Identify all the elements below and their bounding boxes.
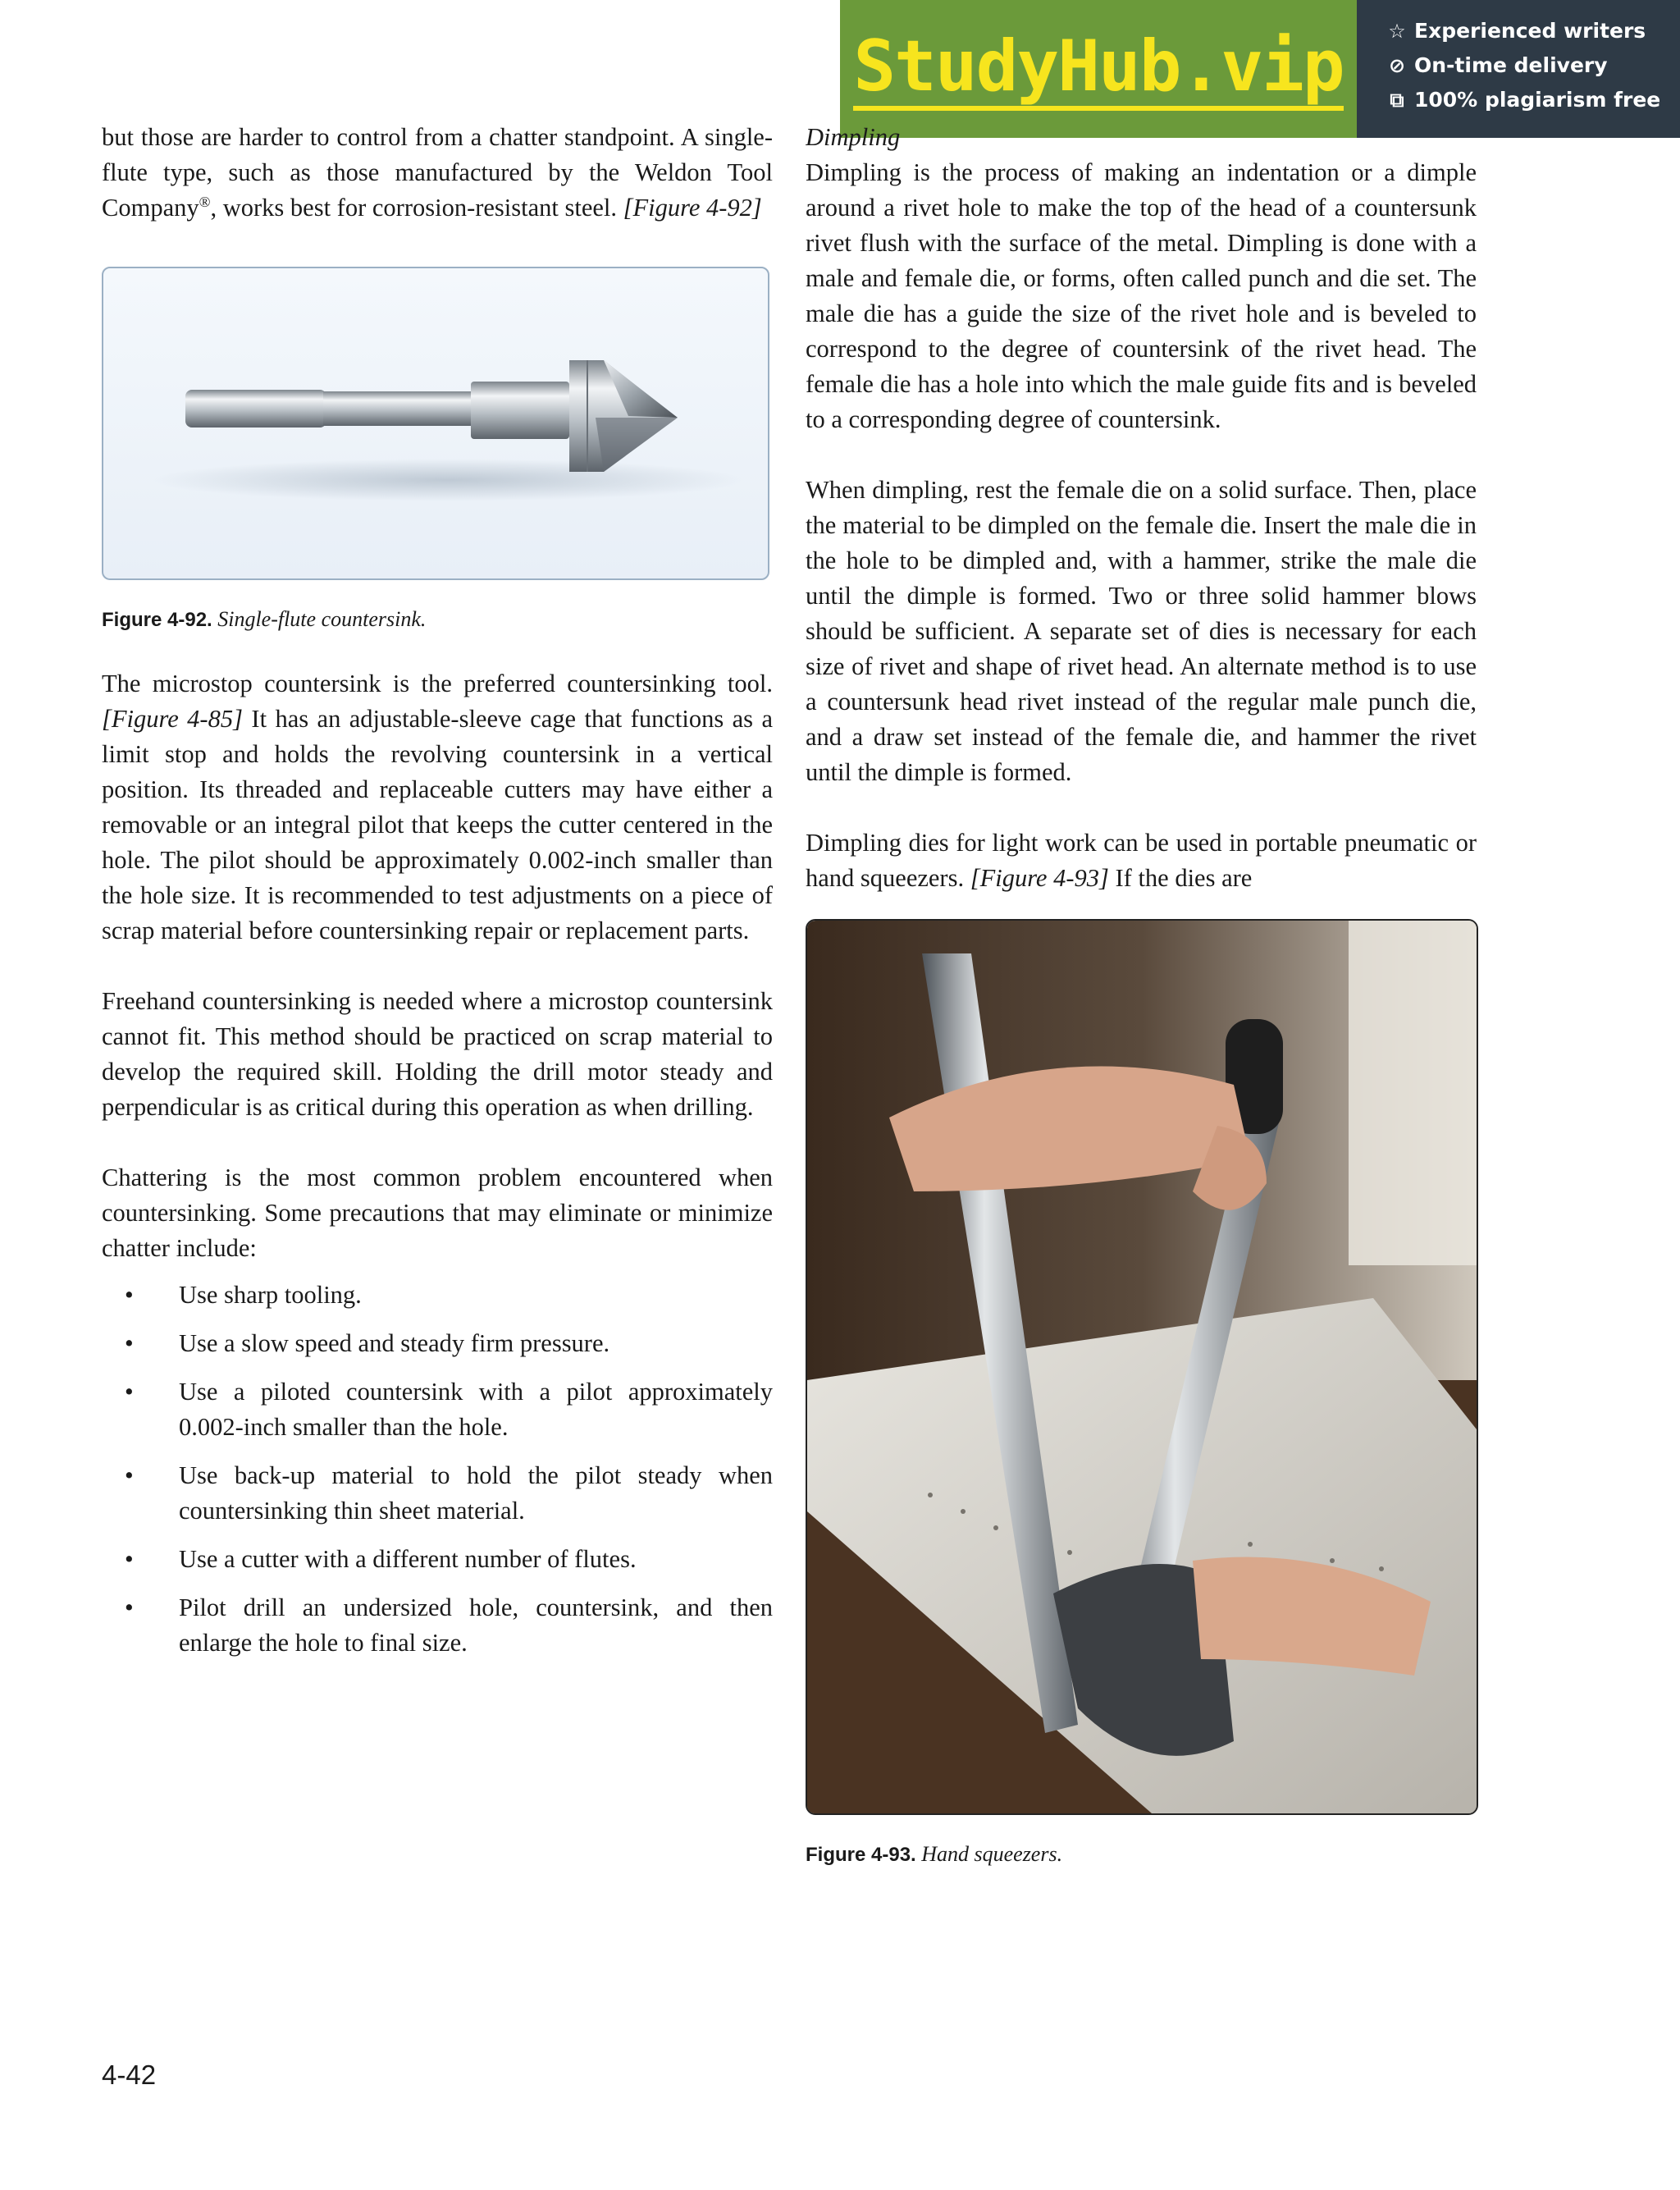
bullet-icon: • xyxy=(125,1329,134,1357)
figure-ref-4-92[interactable]: [Figure 4-92] xyxy=(623,194,762,222)
list-item xyxy=(102,1458,773,1529)
page-number: 4-42 xyxy=(102,2060,157,2090)
list-item-text: Use a piloted countersink with a pilot approximately 0.002-inch smaller than the hole. xyxy=(179,1378,773,1441)
list-item-text: Use a cutter with a different number of flutes. xyxy=(179,1545,637,1573)
feature-on-time-delivery xyxy=(1386,54,1680,77)
brand-block[interactable] xyxy=(840,0,1357,138)
dies-text-b: If the dies are xyxy=(1115,864,1253,892)
bullet-icon: • xyxy=(125,1545,134,1573)
list-item-text: Use back-up material to hold the pilot steady when countersinking thin sheet material. xyxy=(179,1461,773,1525)
feature-experienced-writers xyxy=(1386,20,1680,43)
figure-4-93-photo xyxy=(806,919,1478,1815)
promo-banner[interactable] xyxy=(840,0,1680,138)
feature-label: On-time delivery xyxy=(1414,53,1608,77)
registered-mark: ® xyxy=(199,193,211,210)
brand-logo[interactable]: StudyHub.vip xyxy=(853,27,1343,111)
hand-squeezers-photo xyxy=(807,921,1477,1813)
freehand-paragraph: Freehand countersinking is needed where a microstop countersink cannot fit. This method should be practiced on scrap material to develop the required skill. Holding the drill motor steady and perpendicular is as critical during this operation as when drilling. xyxy=(102,987,773,1121)
figure-4-92-image xyxy=(102,267,769,580)
list-item xyxy=(102,1326,773,1361)
section-heading-dimpling: Dimpling xyxy=(806,123,901,151)
feature-list xyxy=(1357,0,1680,138)
feature-label: Experienced writers xyxy=(1414,19,1646,43)
list-item xyxy=(102,1278,773,1313)
chatter-precautions-list xyxy=(102,1278,773,1661)
bullet-icon: • xyxy=(125,1461,134,1489)
dimpling-dies-paragraph xyxy=(806,825,1477,896)
intro-text-a: but those are harder to control from a chatter standpoint. A single-flute type, such as those manufactured by the Weldon Tool Company xyxy=(102,123,773,222)
clock-icon: ⊘ xyxy=(1388,54,1406,77)
caption-text: Single-flute countersink. xyxy=(217,607,427,631)
microstop-text-b: It has an adjustable-sleeve cage that functions as a limit stop and holds the revolving countersink in a vertical position. Its threaded and replaceable cutters may have either a removable or an integral pilot that keeps the cutter centered in the hole. The pilot should be approximately 0.002-inch smaller than the hole size. It is recommended to test adjustments on a piece of scrap material before countersinking repair or replacement parts. xyxy=(102,705,773,944)
figure-4-92-caption xyxy=(102,605,773,635)
copy-icon: ⧉ xyxy=(1390,89,1404,112)
list-item xyxy=(102,1590,773,1661)
caption-label: Figure 4-93. xyxy=(806,1844,916,1866)
figure-ref-4-93[interactable]: [Figure 4-93] xyxy=(970,864,1109,892)
intro-paragraph xyxy=(102,120,773,226)
list-item xyxy=(102,1542,773,1577)
left-column xyxy=(102,120,773,1674)
bullet-icon: • xyxy=(125,1281,134,1309)
bullet-icon: • xyxy=(125,1593,134,1621)
bullet-icon: • xyxy=(125,1378,134,1406)
dimpling-paragraph: Dimpling is the process of making an indentation or a dimple around a rivet hole to make the top of the head of a countersunk rivet flush with the surface of the metal. Dimpling is done with a male and female die, or forms, often called punch and die set. The male die has a guide the size of the rivet hole and is beveled to correspond to the degree of countersink of the rivet head. The female die has a hole into which the male guide fits and is beveled to a corresponding degree of countersink. xyxy=(806,158,1477,433)
intro-text-b: , works best for corrosion-resistant steel. xyxy=(210,194,618,222)
microstop-text-a: The microstop countersink is the preferred countersinking tool. xyxy=(102,670,773,697)
list-item-text: Pilot drill an undersized hole, countersink, and then enlarge the hole to final size. xyxy=(179,1593,773,1657)
feature-plagiarism-free xyxy=(1386,89,1680,112)
star-outline-icon: ☆ xyxy=(1388,20,1406,43)
dies-text-a: Dimpling dies for light work can be used in portable pneumatic or hand squeezers. xyxy=(806,829,1477,892)
chatter-paragraph: Chattering is the most common problem encountered when countersinking. Some precautions that may eliminate or minimize chatter include: xyxy=(102,1164,773,1262)
figure-4-93-caption xyxy=(806,1840,1477,1870)
microstop-paragraph xyxy=(102,666,773,949)
caption-label: Figure 4-92. xyxy=(102,609,212,631)
caption-text: Hand squeezers. xyxy=(921,1842,1063,1866)
list-item xyxy=(102,1374,773,1445)
feature-label: 100% plagiarism free xyxy=(1414,88,1661,112)
when-dimpling-paragraph: When dimpling, rest the female die on a solid surface. Then, place the material to be dimpled on the female die. Insert the male die in the hole to be dimpled and, with a hammer, strike the male die until the dimple is formed. Two or three solid hammer blows should be sufficient. A separate set of dies is necessary for each size of rivet and shape of rivet head. An alternate method is to use a countersunk head rivet instead of the regular male punch die, and a draw set instead of the female die, and hammer the rivet until the dimple is formed. xyxy=(806,476,1477,786)
right-column xyxy=(806,120,1477,1870)
list-item-text: Use a slow speed and steady firm pressure. xyxy=(179,1329,610,1357)
list-item-text: Use sharp tooling. xyxy=(179,1281,362,1309)
single-flute-countersink-illustration xyxy=(103,268,768,578)
figure-ref-4-85[interactable]: [Figure 4-85] xyxy=(102,705,243,733)
